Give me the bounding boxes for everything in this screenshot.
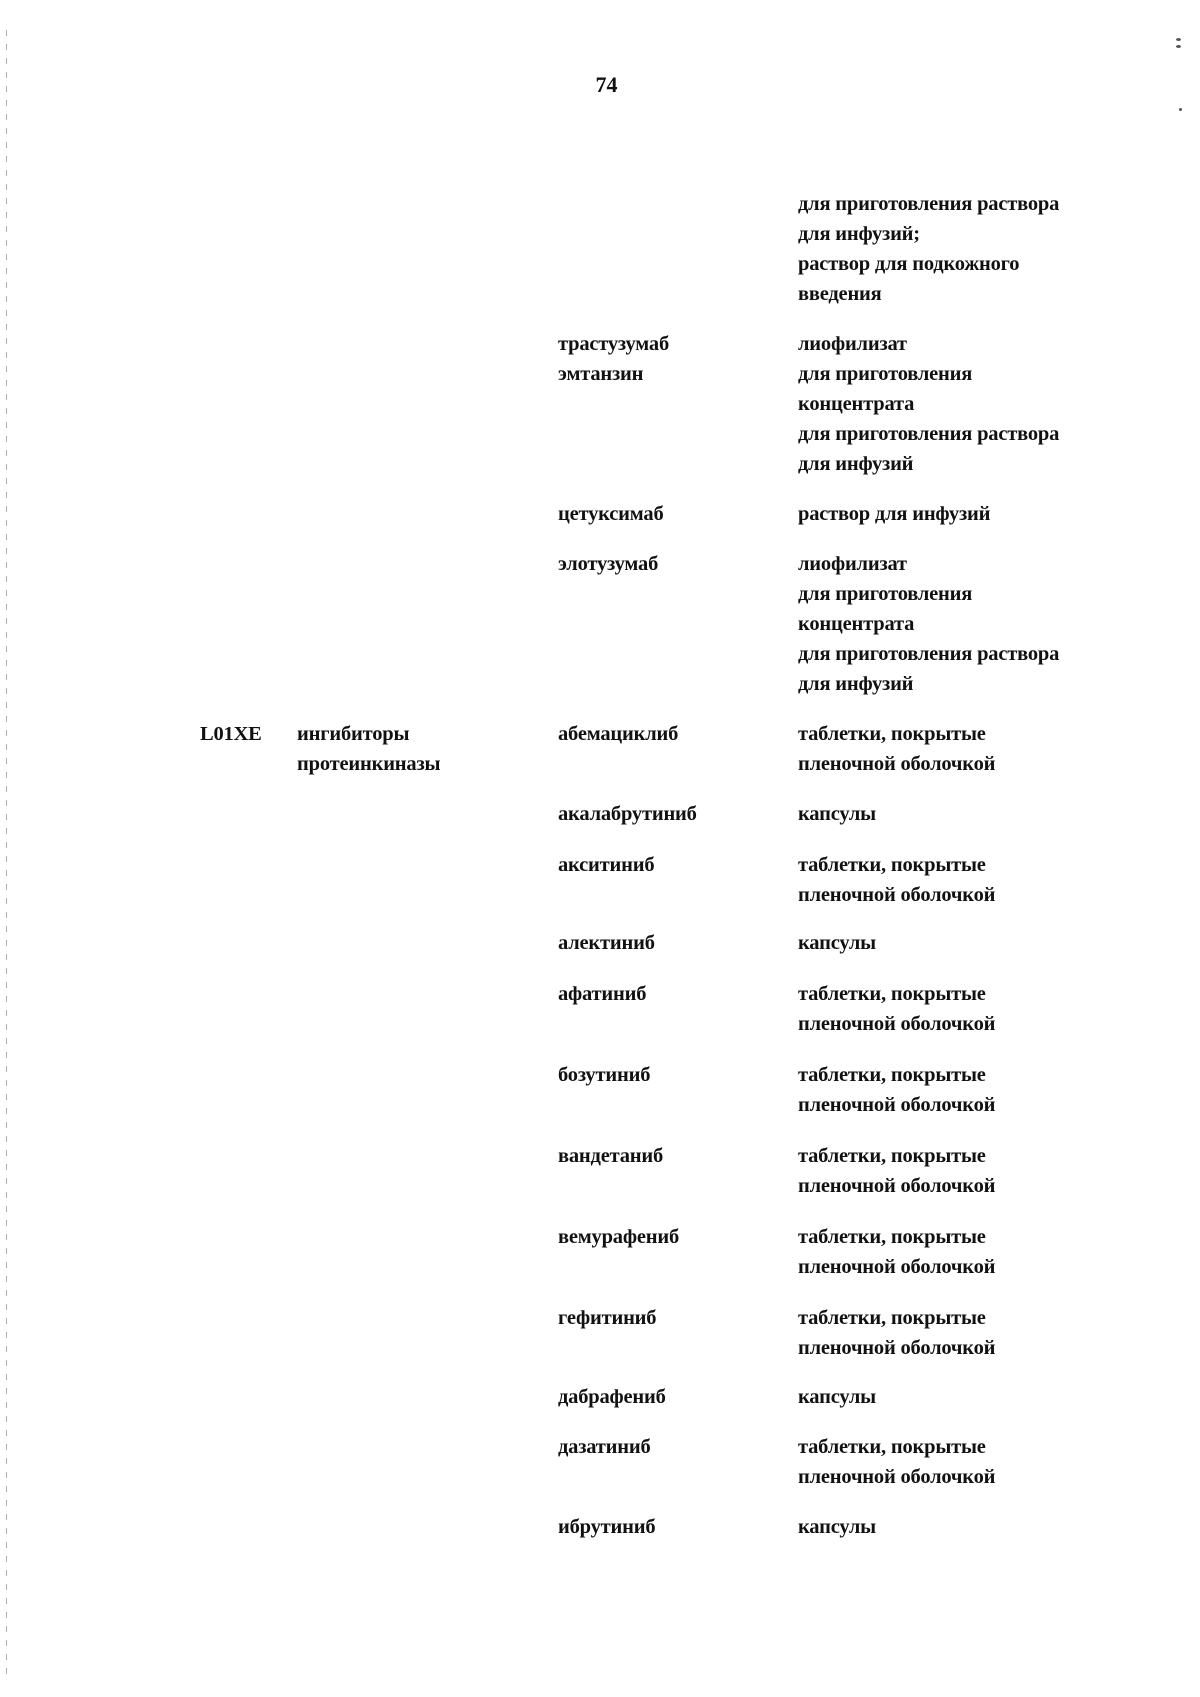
drug-name: акситиниб: [558, 854, 655, 876]
scan-speck: [1176, 45, 1181, 48]
drug-name: дазатиниб: [558, 1436, 651, 1458]
drug-name: элотузумаб: [558, 553, 659, 575]
atc-group-name: ингибиторы протеинкиназы: [297, 723, 441, 775]
scan-edge-artifact: [6, 30, 7, 1680]
atc-code: L01XE: [200, 723, 262, 745]
dosage-form: таблетки, покрытые пленочной оболочкой: [798, 1064, 996, 1116]
drug-name: цетуксимаб: [558, 503, 664, 525]
dosage-form: таблетки, покрытые пленочной оболочкой: [798, 1436, 996, 1488]
dosage-form: таблетки, покрытые пленочной оболочкой: [798, 854, 996, 906]
page-number: 74: [595, 72, 618, 97]
dosage-form: таблетки, покрытые пленочной оболочкой: [798, 983, 996, 1035]
drug-name: гефитиниб: [558, 1307, 657, 1329]
drug-name: трастузумаб эмтанзин: [558, 333, 670, 385]
scan-speck: [1176, 38, 1181, 41]
scan-speck: [1179, 108, 1182, 111]
continued-dosage-form: для приготовления раствора для инфузий; раствор для подкожного введения: [798, 193, 1060, 305]
drug-name: вемурафениб: [558, 1226, 679, 1248]
dosage-form: капсулы: [798, 932, 876, 954]
dosage-form: таблетки, покрытые пленочной оболочкой: [798, 723, 996, 775]
dosage-form: капсулы: [798, 1386, 876, 1408]
dosage-form: таблетки, покрытые пленочной оболочкой: [798, 1307, 996, 1359]
dosage-form: раствор для инфузий: [798, 503, 991, 525]
drug-name: алектиниб: [558, 932, 655, 954]
dosage-form: капсулы: [798, 1516, 876, 1538]
drug-name: афатиниб: [558, 983, 647, 1005]
drug-name: вандетаниб: [558, 1145, 664, 1167]
drug-name: ибрутиниб: [558, 1516, 656, 1538]
dosage-form: капсулы: [798, 803, 876, 825]
drug-name: абемациклиб: [558, 723, 679, 745]
drug-name: бозутиниб: [558, 1064, 651, 1086]
dosage-form: лиофилизат для приготовления концентрата для приготовления раствора для инфузий: [798, 553, 1060, 695]
dosage-form: таблетки, покрытые пленочной оболочкой: [798, 1226, 996, 1278]
drug-name: дабрафениб: [558, 1386, 666, 1408]
drug-name: акалабрутиниб: [558, 803, 697, 825]
dosage-form: лиофилизат для приготовления концентрата для приготовления раствора для инфузий: [798, 333, 1060, 475]
dosage-form: таблетки, покрытые пленочной оболочкой: [798, 1145, 996, 1197]
